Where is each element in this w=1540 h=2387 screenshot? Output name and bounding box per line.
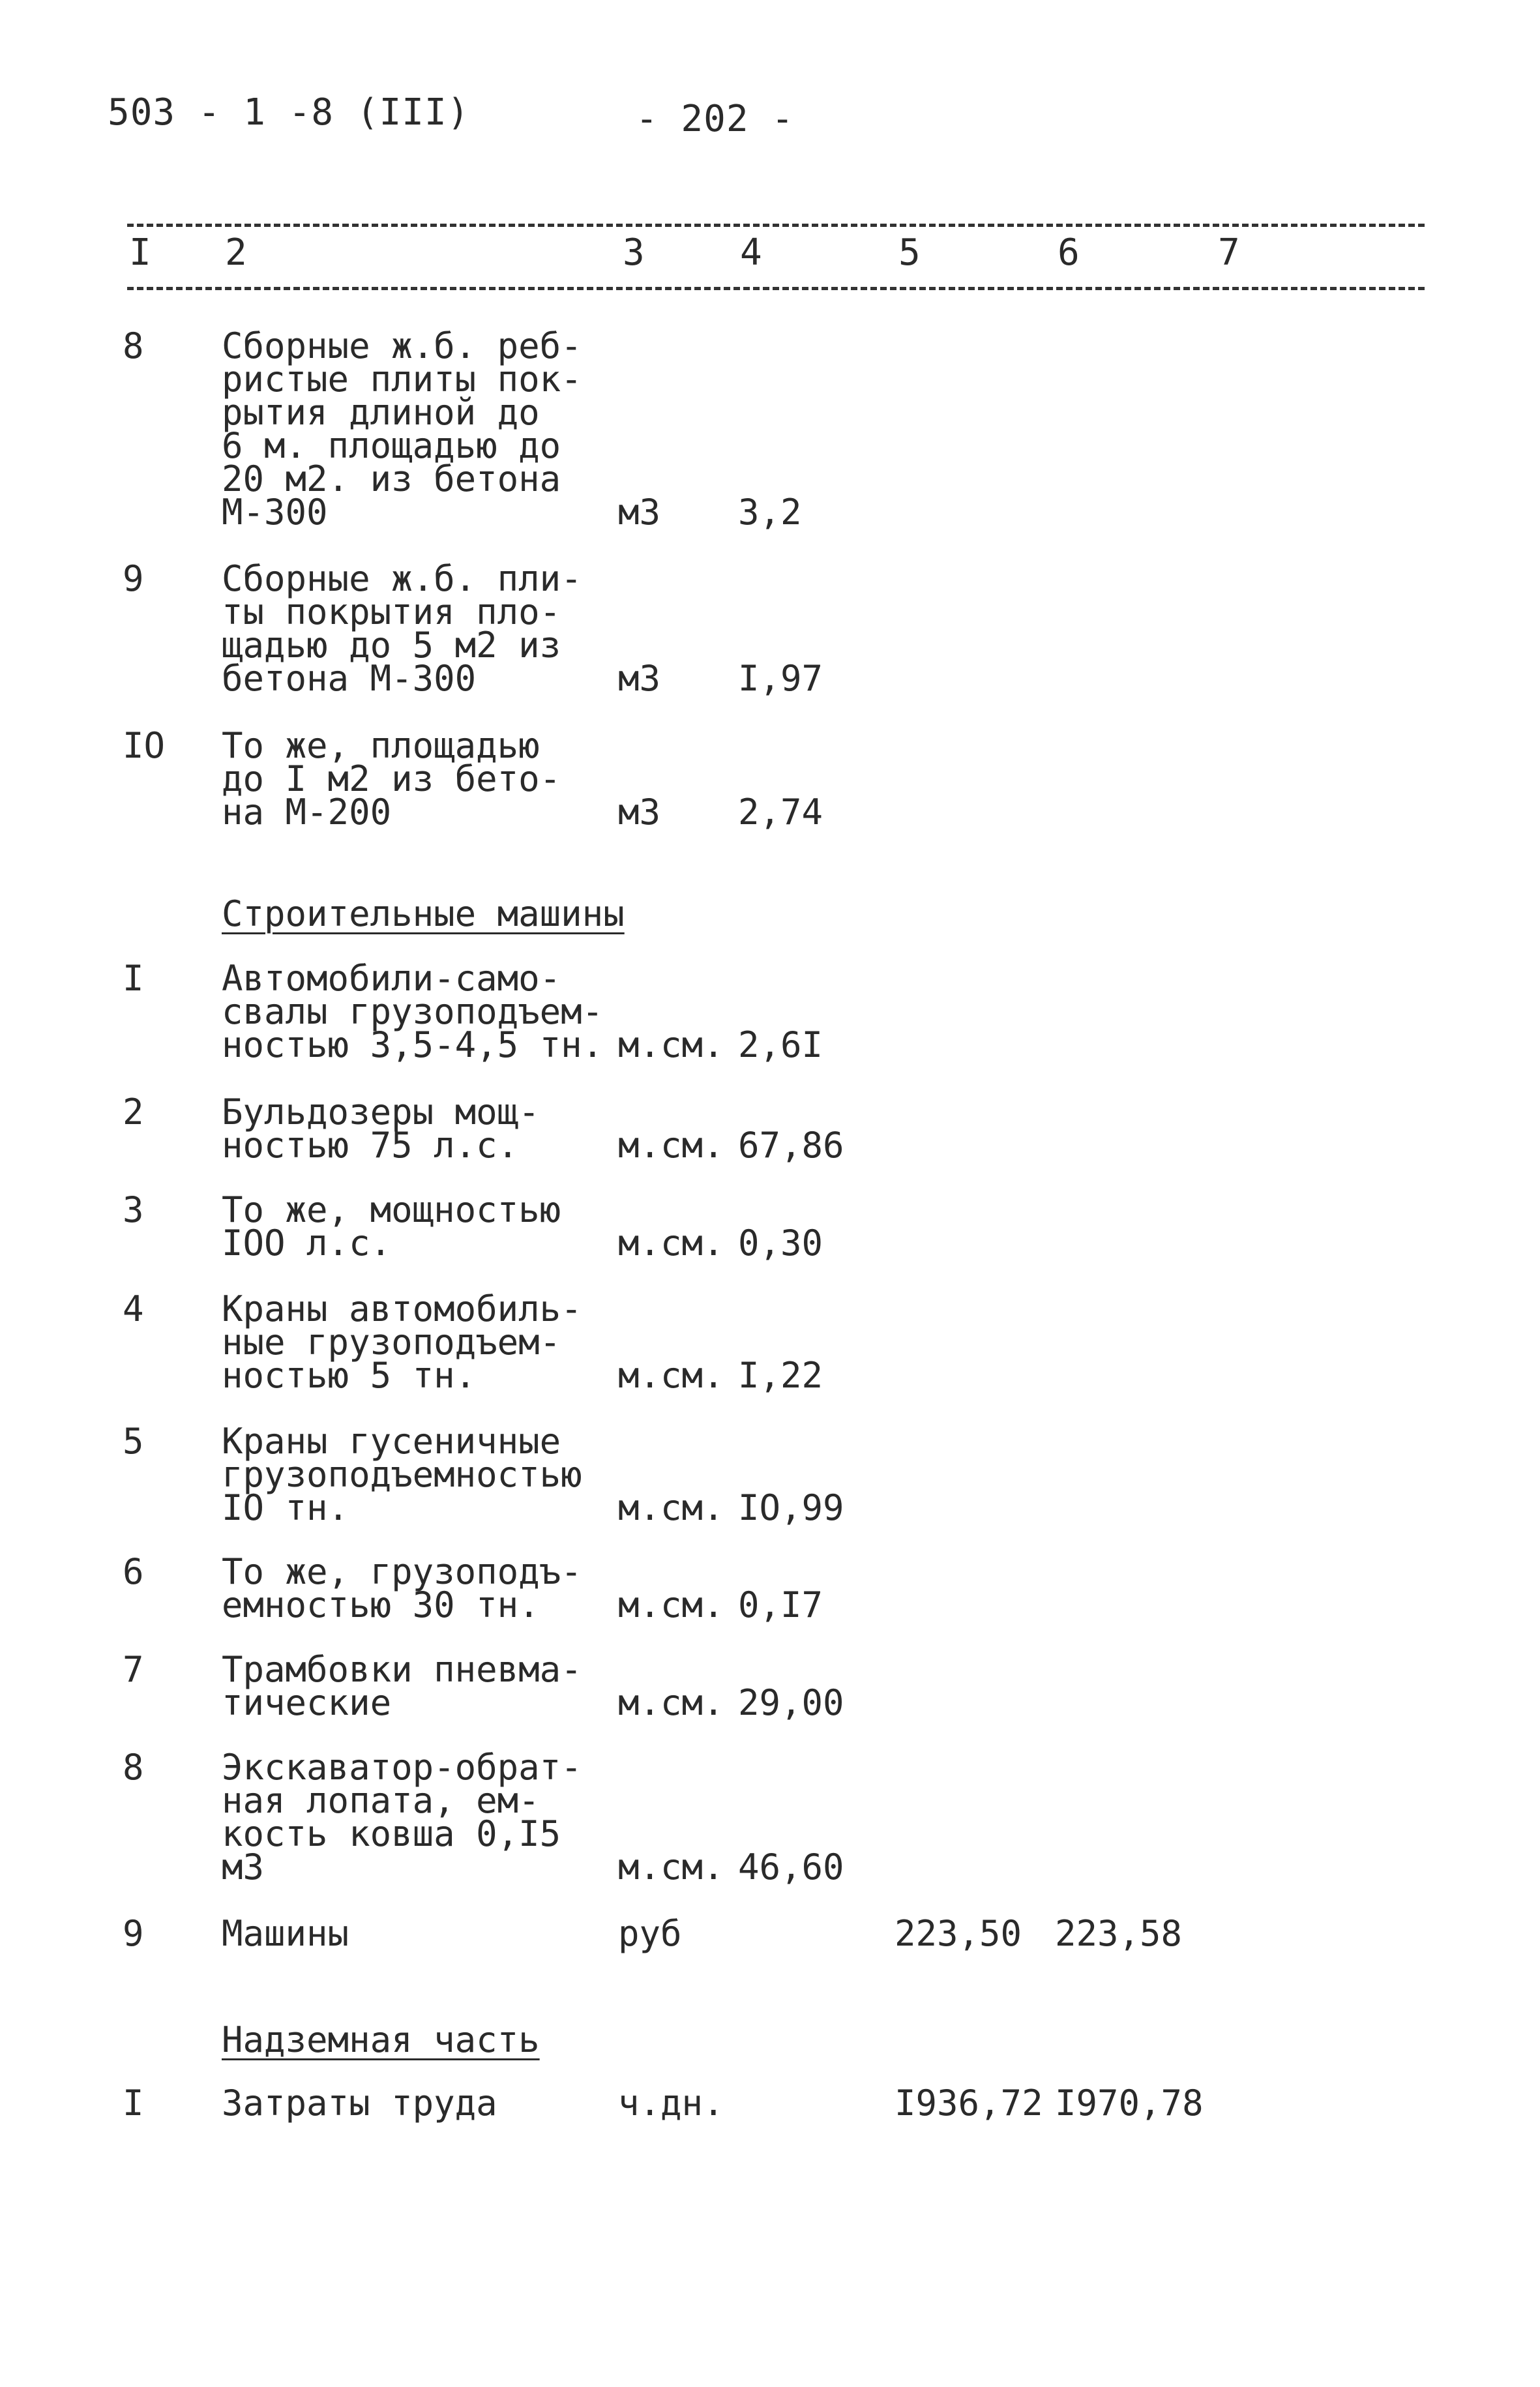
header-divider-bottom	[127, 287, 1425, 290]
row-quantity: 2,74	[738, 792, 823, 833]
row-number: 9	[123, 1913, 144, 1954]
column-header-1: I	[129, 231, 151, 274]
row-unit: м.см.	[618, 1487, 724, 1528]
row-name: Бульдозеры мощ- ностью 75 л.с.	[222, 1091, 540, 1166]
row-number: IO	[123, 725, 166, 766]
row-unit: ч.дн.	[618, 2083, 724, 2124]
row-number: 4	[123, 1288, 144, 1329]
row-name: То же, грузоподъ- емностью 30 тн.	[222, 1551, 582, 1625]
row-quantity: 3,2	[738, 492, 802, 533]
row-number: 6	[123, 1551, 144, 1592]
row-name: Краны автомобиль- ные грузоподъем- ностью 5 тн.	[222, 1288, 582, 1396]
row-quantity: 46,60	[738, 1846, 844, 1888]
row-number: 8	[123, 1747, 144, 1788]
column-header-7: 7	[1218, 231, 1240, 274]
row-quantity: 0,30	[738, 1223, 823, 1264]
row-number: 9	[123, 558, 144, 599]
row-number: 7	[123, 1649, 144, 1690]
column-header-4: 4	[740, 231, 762, 274]
row-unit: м.см.	[618, 1682, 724, 1723]
row-value-col5: I936,72	[895, 2083, 1043, 2124]
row-unit: м.см.	[618, 1125, 724, 1166]
column-header-2: 2	[225, 231, 247, 274]
row-quantity: IO,99	[738, 1487, 844, 1528]
row-value-col6: 223,58	[1055, 1913, 1183, 1954]
row-number: 2	[123, 1091, 144, 1133]
row-unit: м.см.	[618, 1584, 724, 1625]
row-name: Экскаватор-обрат- ная лопата, ем- кость ковша 0,I5 м3	[222, 1747, 582, 1888]
row-unit: м3	[618, 492, 661, 533]
column-header-6: 6	[1058, 231, 1080, 274]
row-quantity: I,97	[738, 658, 823, 699]
row-number: 8	[123, 325, 144, 366]
row-name: Машины	[222, 1913, 349, 1954]
row-name: Затраты труда	[222, 2083, 497, 2124]
row-value-col6: I970,78	[1055, 2083, 1204, 2124]
section-heading-above-ground: Надземная часть	[222, 2019, 540, 2060]
row-unit: м.см.	[618, 1223, 724, 1264]
row-value-col5: 223,50	[895, 1913, 1022, 1954]
column-header-5: 5	[898, 231, 921, 274]
row-name: То же, площадью до I м2 из бето- на М-200	[222, 725, 561, 833]
row-name: Сборные ж.б. реб- ристые плиты пок- рытия длиной до 6 м. площадью до 20 м2. из бетона М-300	[222, 325, 582, 533]
row-unit: руб	[618, 1913, 682, 1954]
row-name: Трамбовки пневма- тические	[222, 1649, 582, 1723]
document-code: 503 - 1 -8 (III)	[108, 91, 470, 134]
row-quantity: 29,00	[738, 1682, 844, 1723]
row-name: Сборные ж.б. пли- ты покрытия пло- щадью до 5 м2 из бетона М-300	[222, 558, 582, 699]
row-unit: м.см.	[618, 1355, 724, 1396]
row-number: I	[123, 958, 144, 999]
row-number: 5	[123, 1421, 144, 1462]
row-quantity: 2,6I	[738, 1024, 823, 1065]
row-name: Краны гусеничные грузоподъемностью IO тн.	[222, 1421, 582, 1528]
row-unit: м.см.	[618, 1024, 724, 1065]
row-name: Автомобили-само- свалы грузоподъем- ностью 3,5-4,5 тн.	[222, 958, 604, 1065]
row-unit: м.см.	[618, 1846, 724, 1888]
row-number: I	[123, 2083, 144, 2124]
column-header-3: 3	[623, 231, 645, 274]
page-number: - 202 -	[636, 98, 795, 140]
row-quantity: I,22	[738, 1355, 823, 1396]
row-quantity: 67,86	[738, 1125, 844, 1166]
row-number: 3	[123, 1189, 144, 1230]
row-quantity: 0,I7	[738, 1584, 823, 1625]
row-unit: м3	[618, 792, 661, 833]
row-name: То же, мощностью IOO л.с.	[222, 1189, 561, 1264]
section-heading-machines: Строительные машины	[222, 893, 625, 934]
header-divider-top	[127, 224, 1425, 227]
row-unit: м3	[618, 658, 661, 699]
